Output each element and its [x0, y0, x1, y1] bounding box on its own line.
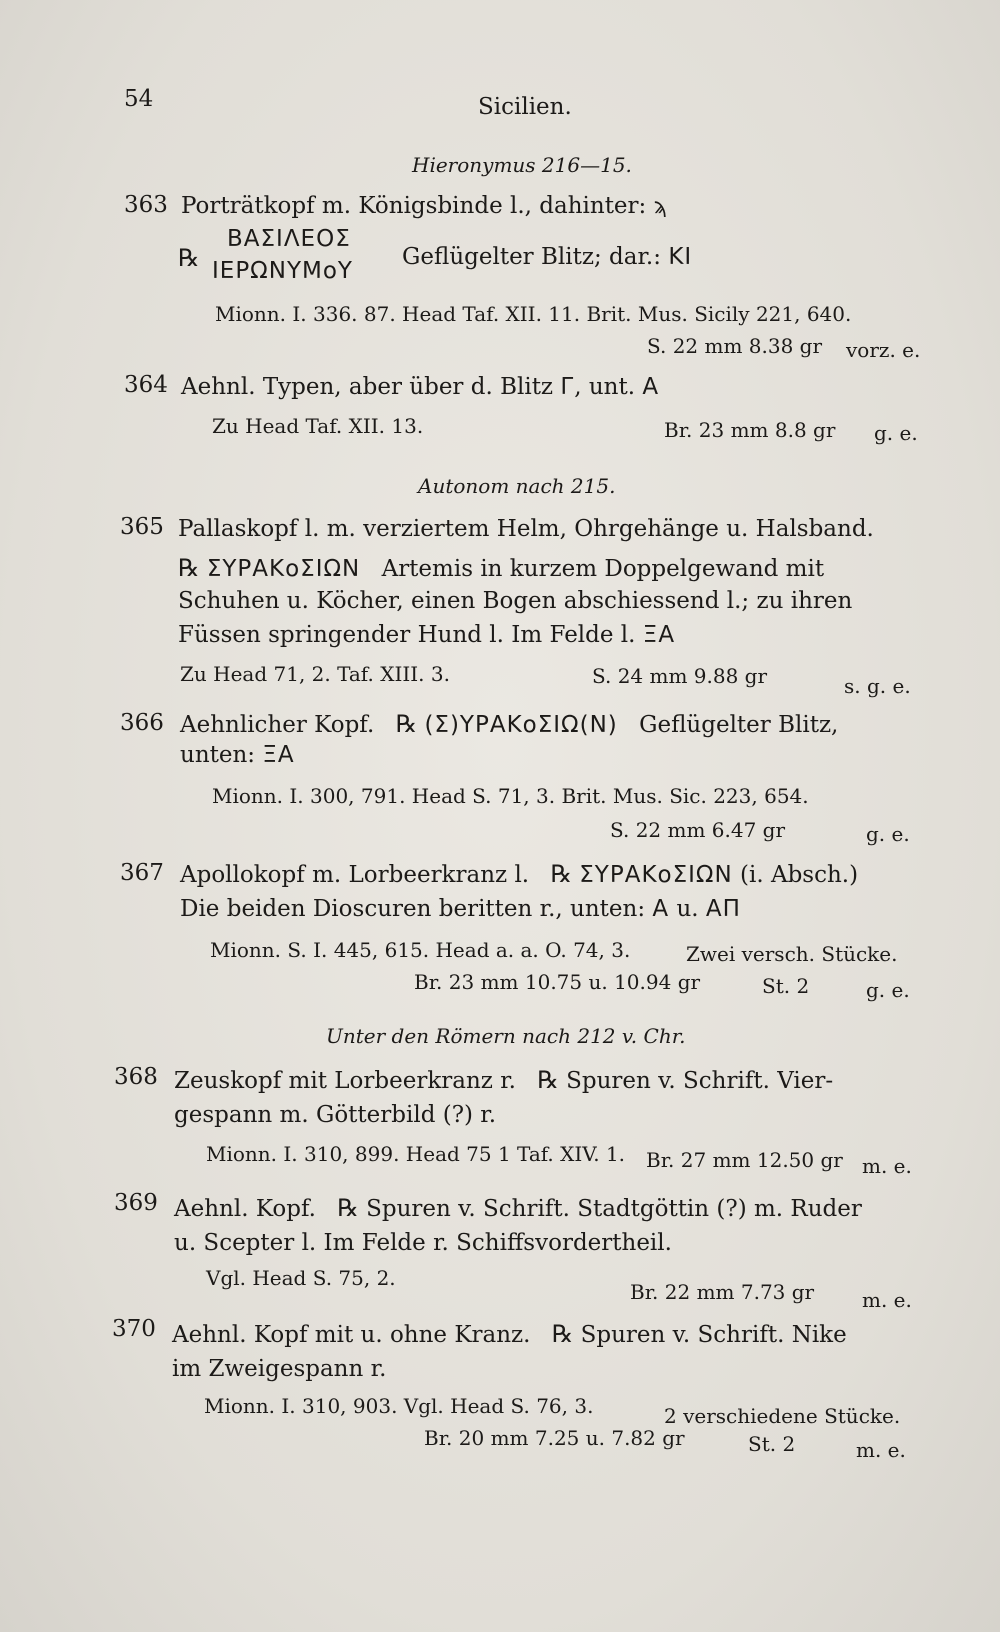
entry-line: Pallaskopf l. m. verziertem Helm, Ohrgehänge u. Halsband. — [178, 516, 874, 542]
reverse-mark: ℞ — [550, 860, 572, 888]
reverse-mark: ℞ — [337, 1194, 359, 1222]
entry-metrics: Br. 23 mm 8.8 gr — [664, 418, 836, 442]
entry-grade: m. e. — [856, 1438, 906, 1462]
entry-line — [180, 898, 741, 921]
reverse-mark: ℞ — [178, 244, 200, 272]
entry-text: unten: — [180, 742, 256, 768]
entry-note: 2 verschiedene Stücke. — [664, 1404, 901, 1428]
entry-grade: g. e. — [866, 822, 910, 846]
entry-references: Mionn. S. I. 445, 615. Head a. a. O. 74, 3. — [210, 938, 631, 962]
entry-number: 367 — [120, 860, 164, 886]
entry-note: Zwei versch. Stücke. — [686, 942, 898, 966]
entry-text: Spuren v. Schrift. Nike — [580, 1322, 847, 1348]
reverse-mark: ℞ — [178, 554, 200, 582]
entry-number: 370 — [112, 1316, 156, 1342]
entry-grade: m. e. — [862, 1154, 912, 1178]
entry-metrics: Br. 23 mm 10.75 u. 10.94 gr — [414, 970, 701, 994]
entry-references: Zu Head 71, 2. Taf. XIII. 3. — [180, 662, 450, 686]
entry-line — [181, 376, 659, 399]
running-title: Sicilien. — [478, 94, 572, 120]
entry-line: im Zweigespann r. — [172, 1356, 387, 1382]
reverse-mark: ℞ — [551, 1320, 574, 1348]
greek-monogram: ΞΑ — [262, 742, 295, 768]
greek-legend: (Σ)ΥΡΑΚοΣΙΩ(Ν) — [424, 712, 618, 738]
entry-line: u. Scepter l. Im Felde r. Schiffsvordertheil. — [174, 1230, 672, 1256]
entry-line — [180, 862, 858, 887]
entry-number: 365 — [120, 514, 164, 540]
entry-references: Mionn. I. 300, 791. Head S. 71, 3. Brit. Mus. Sic. 223, 654. — [212, 784, 809, 808]
entry-metrics: S. 22 mm 6.47 gr — [610, 818, 786, 842]
greek-letter: Α — [642, 374, 660, 400]
entry-text: Aehnl. Kopf mit u. ohne Kranz. — [172, 1322, 531, 1348]
section-heading: Autonom nach 215. — [418, 474, 616, 498]
entry-line — [402, 246, 692, 269]
entry-text: Artemis in kurzem Doppelgewand mit — [381, 556, 825, 582]
greek-legend: ΣΥΡΑΚοΣΙΩΝ — [206, 556, 361, 582]
entry-text: Apollokopf m. Lorbeerkranz l. — [180, 862, 530, 888]
greek-legend: ΒΑΣΙΛΕΟΣ — [227, 226, 351, 252]
entry-references: Mionn. I. 336. 87. Head Taf. XII. 11. Brit. Mus. Sicily 221, 640. — [215, 302, 852, 326]
entry-grade: g. e. — [874, 421, 918, 445]
entry-text: (i. Absch.) — [740, 862, 859, 888]
section-heading: Hieronymus 216—15. — [412, 153, 632, 177]
entry-text: Zeuskopf mit Lorbeerkranz r. — [174, 1068, 516, 1094]
entry-line — [178, 624, 675, 647]
entry-text: Aehnlicher Kopf. — [180, 712, 375, 738]
entry-line — [178, 556, 824, 581]
entry-text: Aehnl. Typen, aber über d. Blitz — [181, 374, 554, 400]
entry-references: Mionn. I. 310, 899. Head 75 1 Taf. XIV. 1. — [206, 1142, 626, 1166]
entry-references: Zu Head Taf. XII. 13. — [212, 414, 424, 438]
entry-number: 364 — [124, 372, 168, 398]
greek-monogram: ΑΠ — [705, 896, 741, 922]
entry-pieces: St. 2 — [762, 974, 810, 998]
greek-legend: ΣΥΡΑΚοΣΙΩΝ — [579, 862, 733, 888]
entry-text: Porträtkopf m. Königsbinde l., dahinter: — [181, 193, 647, 219]
entry-text: Spuren v. Schrift. Stadtgöttin (?) m. Ruder — [366, 1196, 862, 1222]
greek-legend: ΚΙ — [668, 244, 693, 270]
entry-text: Geflügelter Blitz; dar.: — [402, 244, 661, 270]
entry-line: gespann m. Götterbild (?) r. — [174, 1102, 497, 1128]
greek-legend: ΙΕΡΩΝΥΜοΥ — [212, 258, 353, 284]
entry-metrics: S. 22 mm 8.38 gr — [647, 334, 823, 358]
entry-line: Schuhen u. Köcher, einen Bogen abschiessend l.; zu ihren — [178, 588, 853, 614]
reverse-mark: ℞ — [395, 710, 418, 738]
entry-grade: s. g. e. — [844, 674, 911, 698]
entry-grade: m. e. — [862, 1288, 912, 1312]
page-number: 54 — [124, 86, 154, 112]
entry-metrics: Br. 20 mm 7.25 u. 7.82 gr — [424, 1426, 685, 1450]
entry-text: Füssen springender Hund l. Im Felde l. — [178, 622, 636, 648]
greek-monogram: Α — [652, 896, 670, 922]
entry-line — [180, 744, 295, 767]
entry-number: 363 — [124, 192, 168, 218]
greek-monogram: ϡ — [653, 194, 668, 218]
entry-references: Mionn. I. 310, 903. Vgl. Head S. 76, 3. — [204, 1394, 594, 1418]
entry-grade: vorz. e. — [846, 338, 921, 362]
entry-text: Spuren v. Schrift. Vier- — [566, 1068, 834, 1094]
entry-pieces: St. 2 — [748, 1432, 796, 1456]
entry-number: 366 — [120, 710, 164, 736]
entry-line — [181, 195, 668, 218]
entry-metrics: S. 24 mm 9.88 gr — [592, 664, 768, 688]
entry-text: Geflügelter Blitz, — [639, 712, 839, 738]
entry-text: , unt. — [574, 374, 636, 400]
entry-metrics: Br. 27 mm 12.50 gr — [646, 1148, 843, 1172]
entry-number: 369 — [114, 1190, 158, 1216]
entry-line — [180, 712, 838, 737]
greek-monogram: ΞΑ — [642, 622, 676, 648]
entry-references: Vgl. Head S. 75, 2. — [206, 1266, 396, 1290]
greek-letter: Γ — [560, 374, 575, 400]
entry-number: 368 — [114, 1064, 158, 1090]
entry-metrics: Br. 22 mm 7.73 gr — [630, 1280, 815, 1304]
entry-line — [174, 1196, 862, 1221]
entry-line — [174, 1068, 833, 1093]
reverse-mark: ℞ — [537, 1066, 559, 1094]
section-heading: Unter den Römern nach 212 v. Chr. — [326, 1024, 686, 1048]
entry-text: Aehnl. Kopf. — [174, 1196, 316, 1222]
entry-text: Die beiden Dioscuren beritten r., unten: — [180, 896, 646, 922]
entry-grade: g. e. — [866, 978, 910, 1002]
entry-text: u. — [676, 896, 699, 922]
entry-line — [172, 1322, 847, 1347]
